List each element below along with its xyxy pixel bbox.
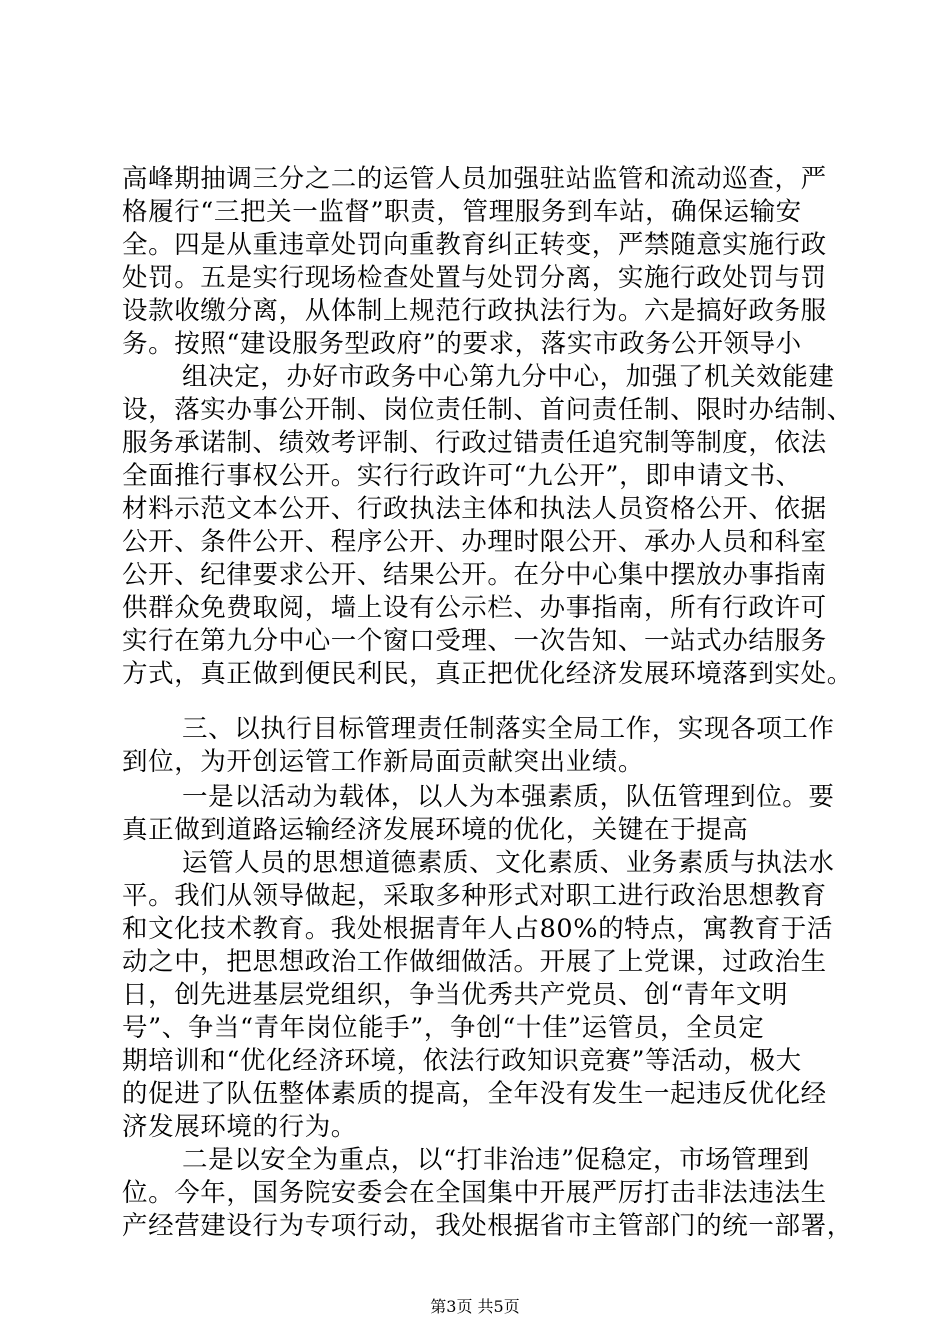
paragraph-line: 服务承诺制、绩效考评制、行政过错责任追究制等制度，依法 xyxy=(122,428,827,458)
paragraph-line: 实行在第九分中心一个窗口受理、一次告知、一站式办结服务 xyxy=(122,626,827,656)
paragraph-line: 运管人员的思想道德素质、文化素质、业务素质与执法水 xyxy=(182,848,835,878)
paragraph-line: 全面推行事权公开。实行行政许可“九公开”，即申请文书、 xyxy=(122,461,802,491)
paragraph-line: 一是以活动为载体，以人为本强素质，队伍管理到位。要 xyxy=(182,782,835,812)
paragraph-line: 处罚。五是实行现场检查处置与处罚分离，实施行政处罚与罚 xyxy=(122,263,827,293)
paragraph-line: 位。今年，国务院安委会在全国集中开展严厉打击非法违法生 xyxy=(122,1178,827,1208)
paragraph-line: 方式，真正做到便民利民，真正把优化经济发展环境落到实处。 xyxy=(122,659,853,689)
paragraph-line: 务。按照“建设服务型政府”的要求，落实市政务公开领导小 xyxy=(122,329,802,359)
paragraph-line: 公开、纪律要求公开、结果公开。在分中心集中摆放办事指南 xyxy=(122,560,827,590)
paragraph-line: 济发展环境的行为。 xyxy=(122,1112,357,1142)
paragraph-line: 供群众免费取阅，墙上设有公示栏、办事指南，所有行政许可 xyxy=(122,593,827,623)
paragraph-line: 二是以安全为重点，以“打非治违”促稳定，市场管理到 xyxy=(182,1145,810,1175)
paragraph-line: 期培训和“优化经济环境，依法行政知识竞赛”等活动，极大 xyxy=(122,1046,802,1076)
paragraph-line: 公开、条件公开、程序公开、办理时限公开、承办人员和科室 xyxy=(122,527,827,557)
paragraph-line: 和文化技术教育。我处根据青年人占80%的特点，寓教育于活 xyxy=(122,914,833,944)
page-number-footer: 第3页 共5页 xyxy=(430,1297,520,1316)
paragraph-line: 真正做到道路运输经济发展环境的优化，关键在于提高 xyxy=(122,815,749,845)
paragraph-line: 动之中，把思想政治工作做细做活。开展了上党课，过政治生 xyxy=(122,947,827,977)
paragraph-line: 全。四是从重违章处罚向重教育纠正转变，严禁随意实施行政 xyxy=(122,230,827,260)
section-heading-line: 到位，为开创运管工作新局面贡献突出业绩。 xyxy=(122,747,645,777)
paragraph-line: 设，落实办事公开制、岗位责任制、首问责任制、限时办结制、 xyxy=(122,395,853,425)
paragraph-line: 的促进了队伍整体素质的提高，全年没有发生一起违反优化经 xyxy=(122,1079,827,1109)
paragraph-line: 设款收缴分离，从体制上规范行政执法行为。六是搞好政务服 xyxy=(122,296,827,326)
paragraph-line: 组决定，办好市政务中心第九分中心，加强了机关效能建 xyxy=(182,362,835,392)
paragraph-line: 格履行“三把关一监督”职责，管理服务到车站，确保运输安 xyxy=(122,197,802,227)
paragraph-line: 材料示范文本公开、行政执法主体和执法人员资格公开、依据 xyxy=(122,494,827,524)
paragraph-line: 平。我们从领导做起，采取多种形式对职工进行政治思想教育 xyxy=(122,881,827,911)
paragraph-line: 产经营建设行为专项行动，我处根据省市主管部门的统一部署， xyxy=(122,1211,853,1241)
paragraph-line: 高峰期抽调三分之二的运管人员加强驻站监管和流动巡查，严 xyxy=(122,164,827,194)
section-heading-line: 三、以执行目标管理责任制落实全局工作，实现各项工作 xyxy=(182,714,835,744)
paragraph-line: 号”、争当“青年岗位能手”，争创“十佳”运管员，全员定 xyxy=(122,1013,765,1043)
paragraph-line: 日，创先进基层党组织，争当优秀共产党员、创“青年文明 xyxy=(122,980,789,1010)
